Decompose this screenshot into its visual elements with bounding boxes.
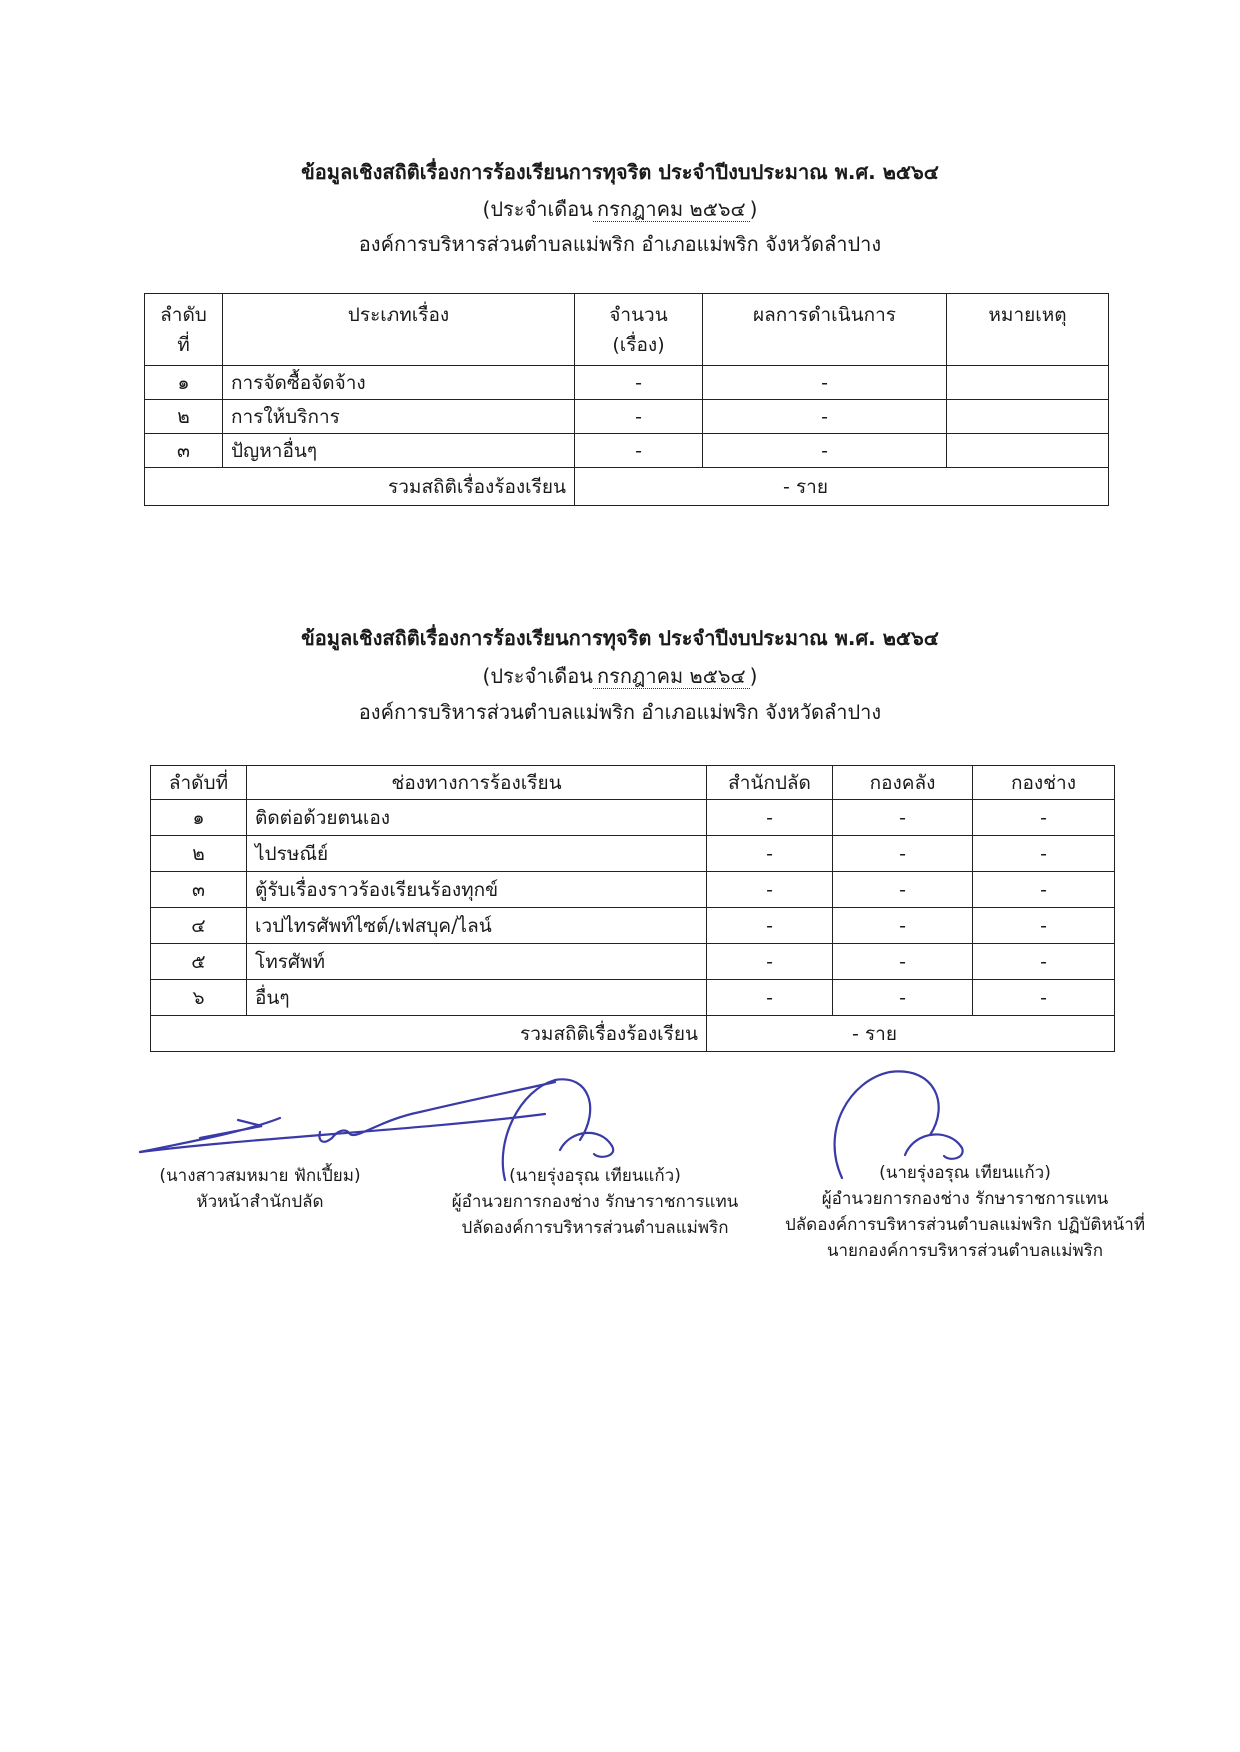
signatory-name: (นางสาวสมหมาย ฟักเปี้ยม) [159,1166,361,1186]
table-row: ๓ ปัญหาอื่นๆ - - [145,434,1109,468]
header-office: สำนักปลัด [707,766,833,800]
total-value: - ราย [707,1016,1115,1052]
header-count: จำนวน (เรื่อง) [575,294,703,366]
table-row: ๑ ติดต่อด้วยตนเอง - - - [151,800,1115,836]
signatory-position: ปลัดองค์การบริหารส่วนตำบลแม่พริก [461,1218,729,1238]
table-row: ๒ ไปรษณีย์ - - - [151,836,1115,872]
total-label: รวมสถิติเรื่องร้องเรียน [145,468,575,506]
total-label: รวมสถิติเรื่องร้องเรียน [151,1016,707,1052]
signature-1-stroke [140,1114,545,1152]
header-engineering: กองช่าง [973,766,1115,800]
signature-1-stroke [140,1118,280,1152]
header-channel: ช่องทางการร้องเรียน [247,766,707,800]
table-total-row [145,468,1109,506]
table-row: ๒ การให้บริการ - - [145,400,1109,434]
section1-month: (ประจำเดือน กรกฎาคม ๒๕๖๔ ) [482,197,758,221]
signatory-name: (นายรุ่งอรุณ เทียนแก้ว) [879,1163,1051,1183]
signatory-position: หัวหน้าสำนักปลัด [196,1192,324,1212]
signatory-position: นายกองค์การบริหารส่วนตำบลแม่พริก [826,1241,1104,1261]
signatory-position: ผู้อำนวยการกองช่าง รักษาราชการแทน [451,1192,739,1212]
header-no: ลำดับ ที่ [145,294,223,366]
header-finance: กองคลัง [833,766,973,800]
table-total-row [151,1016,1115,1052]
header-type: ประเภทเรื่อง [223,294,575,366]
table-row: ๔ เวปไทรศัพท์ไซต์/เฟสบุค/ไลน์ - - - [151,908,1115,944]
table-header-row [151,766,1115,800]
section2-org: องค์การบริหารส่วนตำบลแม่พริก อำเภอแม่พริก จังหวัดลำปาง [358,700,882,724]
total-value: - ราย [575,468,1109,506]
section1-org: องค์การบริหารส่วนตำบลแม่พริก อำเภอแม่พริก จังหวัดลำปาง [358,232,882,256]
signature-block-2 [430,1163,760,1241]
section1-month-value: กรกฎาคม ๒๕๖๔ [593,197,750,222]
table-row: ๕ โทรศัพท์ - - - [151,944,1115,980]
header-result: ผลการดำเนินการ [703,294,947,366]
signatory-position: ผู้อำนวยการกองช่าง รักษาราชการแทน [821,1189,1109,1209]
signatory-position: ปลัดองค์การบริหารส่วนตำบลแม่พริก ปฏิบัติหน้าที่ [784,1215,1146,1235]
table-row: ๑ การจัดซื้อจัดจ้าง - - [145,366,1109,400]
signature-block-1 [140,1163,380,1215]
section2-title: ข้อมูลเชิงสถิติเรื่องการร้องเรียนการทุจริต ประจำปีงบประมาณ พ.ศ. ๒๕๖๔ [301,626,939,650]
header-no: ลำดับที่ [151,766,247,800]
signature-block-3 [755,1160,1175,1264]
complaint-channel-table [150,765,1115,1052]
section2-month-value: กรกฎาคม ๒๕๖๔ [593,664,750,689]
table-row: ๓ ตู้รับเรื่องราวร้องเรียนร้องทุกข์ - - - [151,872,1115,908]
section2-month: (ประจำเดือน กรกฎาคม ๒๕๖๔ ) [482,664,758,688]
signatory-name: (นายรุ่งอรุณ เทียนแก้ว) [509,1166,681,1186]
table-row: ๖ อื่นๆ - - - [151,980,1115,1016]
complaint-type-table [144,293,1109,506]
header-remark: หมายเหตุ [947,294,1109,366]
table-header-row [145,294,1109,366]
section1-title: ข้อมูลเชิงสถิติเรื่องการร้องเรียนการทุจริต ประจำปีงบประมาณ พ.ศ. ๒๕๖๔ [301,160,939,184]
